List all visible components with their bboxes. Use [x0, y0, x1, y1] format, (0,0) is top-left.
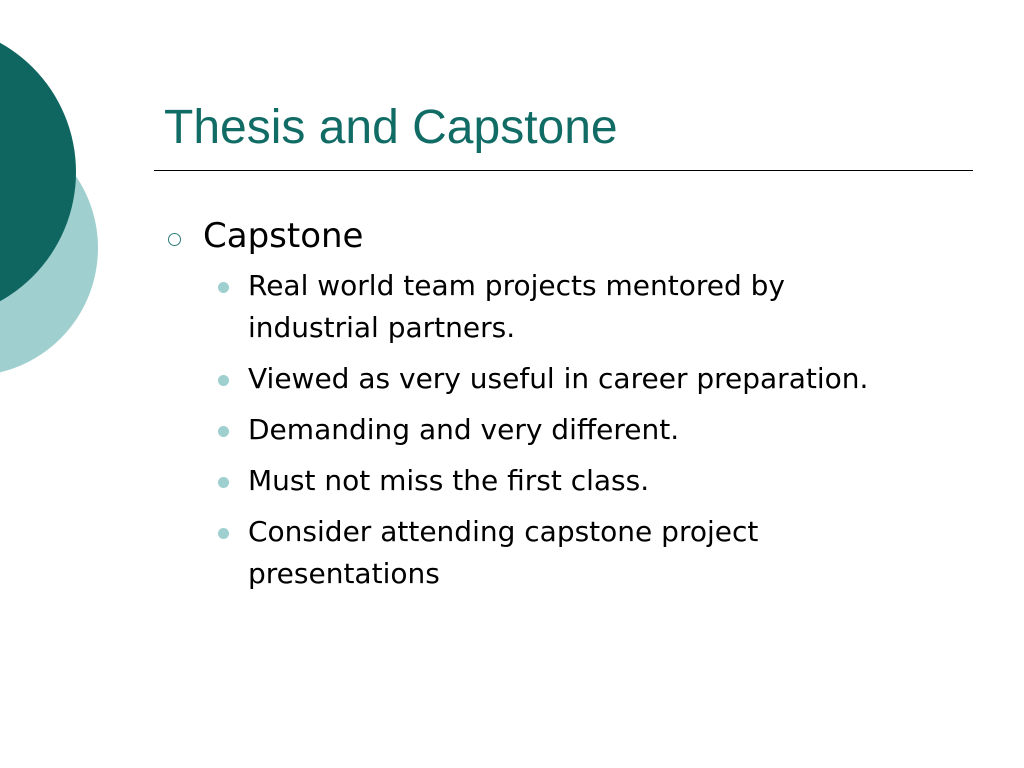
- sub-bullet: [209, 511, 908, 595]
- sub-bullet-list: [209, 265, 964, 595]
- sub-bullet-text: Demanding and very different.: [248, 413, 680, 446]
- sub-bullet-text: Must not miss the first class.: [248, 464, 650, 497]
- sub-bullet: [209, 358, 908, 400]
- sub-bullet: [209, 460, 908, 502]
- sub-bullet: [209, 409, 908, 451]
- sub-bullet-text: Consider attending capstone project presentations: [248, 515, 759, 590]
- decorative-circles: [0, 0, 120, 420]
- dot-bullet-icon: [218, 528, 229, 539]
- dot-bullet-icon: [218, 477, 229, 488]
- dot-bullet-icon: [218, 282, 229, 293]
- dot-bullet-icon: [218, 426, 229, 437]
- sub-bullet-text: Viewed as very useful in career preparation.: [248, 362, 869, 395]
- sub-bullet: [209, 265, 908, 349]
- title-divider: [154, 170, 973, 171]
- slide-title: Thesis and Capstone: [164, 101, 618, 154]
- bullet-level-1-text: Capstone: [203, 216, 364, 256]
- dot-bullet-icon: [218, 375, 229, 386]
- slide-content: [164, 212, 964, 604]
- ring-bullet-icon: [168, 233, 181, 246]
- sub-bullet-text: Real world team projects mentored by industrial partners.: [248, 269, 785, 344]
- bullet-level-1: [164, 212, 964, 260]
